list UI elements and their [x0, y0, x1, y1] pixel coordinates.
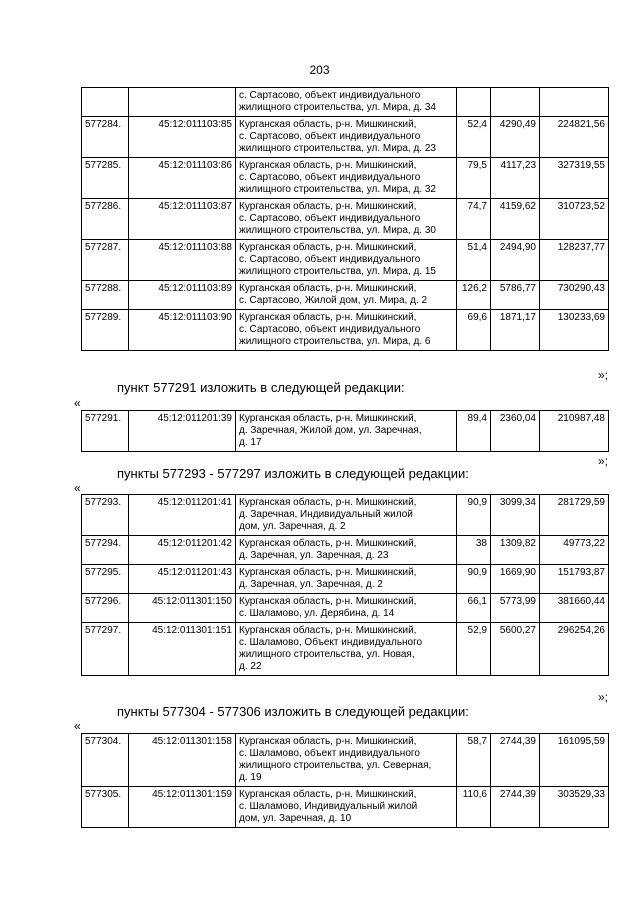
unit-price-cell: 2744,39 — [491, 734, 540, 787]
address-cell — [236, 565, 457, 594]
address-line: Курганская область, р-н. Мишкинский, — [239, 242, 417, 253]
opening-quote-mark: « — [74, 481, 81, 495]
cadastral-number-cell: 45:12:011301:159 — [129, 787, 236, 828]
page-number: 203 — [309, 63, 330, 77]
table-row — [82, 565, 609, 594]
address-cell — [236, 495, 457, 536]
address-line: д. Заречная, Жилой дом, ул. Заречная, — [239, 425, 422, 436]
address-cell — [236, 536, 457, 565]
row-number-cell: 577285. — [82, 158, 129, 199]
row-number-cell: 577288. — [82, 281, 129, 310]
table-row — [82, 117, 609, 158]
row-number-cell: 577304. — [82, 734, 129, 787]
cadastral-number-cell: 45:12:011301:150 — [129, 594, 236, 623]
address-line: Курганская область, р-н. Мишкинский, — [239, 596, 417, 607]
cadastral-cost-cell: 303529,33 — [540, 787, 609, 828]
area-cell: 38 — [457, 536, 491, 565]
address-line: д. 17 — [239, 437, 262, 448]
address-line: с. Сартасово, объект индивидуального — [239, 324, 421, 335]
address-line: дом, ул. Заречная, д. 2 — [239, 521, 346, 532]
closing-quote-mark: »; — [597, 368, 608, 382]
row-number-cell: 577305. — [82, 787, 129, 828]
cadastral-number-cell: 45:12:011301:151 — [129, 623, 236, 676]
unit-price-cell: 5773,99 — [491, 594, 540, 623]
area-cell: 90,9 — [457, 565, 491, 594]
amendment-instruction: пункты 577293 - 577297 изложить в следующей редакции: — [117, 466, 469, 481]
area-cell: 69,6 — [457, 310, 491, 351]
unit-price-cell: 2494,90 — [491, 240, 540, 281]
cadastral-cost-cell: 296254,26 — [540, 623, 609, 676]
address-line: д. Заречная, Индивидуальный жилой — [239, 509, 413, 520]
address-line: д. Заречная, ул. Заречная, д. 2 — [239, 579, 383, 590]
address-line: Курганская область, р-н. Мишкинский, — [239, 201, 417, 212]
table-row — [82, 594, 609, 623]
cadastral-number-cell: 45:12:011201:39 — [129, 411, 236, 452]
property-table-1 — [81, 87, 609, 351]
unit-price-cell: 5786,77 — [491, 281, 540, 310]
cadastral-cost-cell: 130233,69 — [540, 310, 609, 351]
table-row — [82, 536, 609, 565]
row-number-cell: 577287. — [82, 240, 129, 281]
area-cell: 110,6 — [457, 787, 491, 828]
row-number-cell: 577297. — [82, 623, 129, 676]
address-line: жилищного строительства, ул. Мира, д. 6 — [239, 336, 431, 347]
table-row — [82, 88, 609, 117]
row-number-cell: 577294. — [82, 536, 129, 565]
cadastral-cost-cell: 730290,43 — [540, 281, 609, 310]
unit-price-cell: 2744,39 — [491, 787, 540, 828]
row-number-cell: 577296. — [82, 594, 129, 623]
address-line: Курганская область, р-н. Мишкинский, — [239, 789, 417, 800]
cadastral-cost-cell: 151793,87 — [540, 565, 609, 594]
unit-price-cell: 1669,90 — [491, 565, 540, 594]
address-cell — [236, 787, 457, 828]
table-row — [82, 158, 609, 199]
area-cell: 90,9 — [457, 495, 491, 536]
address-line: Курганская область, р-н. Мишкинский, — [239, 497, 417, 508]
address-line: с. Шаламово, ул. Дерябина, д. 14 — [239, 608, 395, 619]
address-line: Курганская область, р-н. Мишкинский, — [239, 567, 417, 578]
address-line: Курганская область, р-н. Мишкинский, — [239, 160, 417, 171]
table-row — [82, 623, 609, 676]
address-line: жилищного строительства, ул. Мира, д. 15 — [239, 266, 436, 277]
row-number-cell: 577291. — [82, 411, 129, 452]
address-line: жилищного строительства, ул. Северная, — [239, 760, 432, 771]
address-line: дом, ул. Заречная, д. 10 — [239, 813, 352, 824]
address-line: жилищного строительства, ул. Мира, д. 30 — [239, 225, 436, 236]
unit-price-cell: 4117,23 — [491, 158, 540, 199]
area-cell: 58,7 — [457, 734, 491, 787]
unit-price-cell: 4290,49 — [491, 117, 540, 158]
cadastral-cost-cell: 224821,56 — [540, 117, 609, 158]
table-row — [82, 734, 609, 787]
address-cell — [236, 199, 457, 240]
address-line: с. Шаламово, Объект индивидуального — [239, 637, 423, 648]
area-cell: 52,9 — [457, 623, 491, 676]
address-cell — [236, 411, 457, 452]
address-cell — [236, 88, 457, 117]
cadastral-number-cell: 45:12:011103:90 — [129, 310, 236, 351]
address-line: с. Сартасово, объект индивидуального — [239, 90, 421, 101]
cadastral-cost-cell: 310723,52 — [540, 199, 609, 240]
address-line: д. Заречная, ул. Заречная, д. 23 — [239, 550, 389, 561]
address-line: с. Сартасово, объект индивидуального — [239, 213, 421, 224]
unit-price-cell — [491, 88, 540, 117]
amendment-instruction: пункты 577304 - 577306 изложить в следующей редакции: — [117, 704, 469, 719]
cadastral-number-cell: 45:12:011103:89 — [129, 281, 236, 310]
table-row — [82, 281, 609, 310]
cadastral-cost-cell: 281729,59 — [540, 495, 609, 536]
unit-price-cell: 5600,27 — [491, 623, 540, 676]
area-cell: 74,7 — [457, 199, 491, 240]
opening-quote-mark: « — [74, 396, 81, 410]
cadastral-number-cell: 45:12:011201:43 — [129, 565, 236, 594]
unit-price-cell: 2360,04 — [491, 411, 540, 452]
cadastral-number-cell — [129, 88, 236, 117]
property-table-2 — [81, 410, 609, 452]
address-cell — [236, 623, 457, 676]
address-line: Курганская область, р-н. Мишкинский, — [239, 283, 417, 294]
table-row — [82, 310, 609, 351]
cadastral-cost-cell: 381660,44 — [540, 594, 609, 623]
address-cell — [236, 117, 457, 158]
area-cell — [457, 88, 491, 117]
table-row — [82, 787, 609, 828]
address-line: жилищного строительства, ул. Мира, д. 32 — [239, 184, 436, 195]
area-cell: 51,4 — [457, 240, 491, 281]
row-number-cell — [82, 88, 129, 117]
property-table-3 — [81, 494, 609, 676]
cadastral-number-cell: 45:12:011103:87 — [129, 199, 236, 240]
cadastral-cost-cell: 210987,48 — [540, 411, 609, 452]
cadastral-cost-cell — [540, 88, 609, 117]
cadastral-cost-cell: 327319,55 — [540, 158, 609, 199]
table-row — [82, 199, 609, 240]
unit-price-cell: 1871,17 — [491, 310, 540, 351]
row-number-cell: 577286. — [82, 199, 129, 240]
property-table-4 — [81, 733, 609, 828]
area-cell: 66,1 — [457, 594, 491, 623]
row-number-cell: 577293. — [82, 495, 129, 536]
amendment-instruction: пункт 577291 изложить в следующей редакции: — [117, 380, 405, 395]
cadastral-cost-cell: 161095,59 — [540, 734, 609, 787]
area-cell: 79,5 — [457, 158, 491, 199]
area-cell: 89,4 — [457, 411, 491, 452]
closing-quote-mark: »; — [597, 690, 608, 704]
address-line: Курганская область, р-н. Мишкинский, — [239, 413, 417, 424]
address-cell — [236, 281, 457, 310]
address-cell — [236, 594, 457, 623]
address-line: с. Сартасово, объект индивидуального — [239, 131, 421, 142]
address-line: с. Сартасово, объект индивидуального — [239, 172, 421, 183]
address-line: с. Шаламово, Индивидуальный жилой — [239, 801, 418, 812]
address-line: Курганская область, р-н. Мишкинский, — [239, 736, 417, 747]
address-cell — [236, 734, 457, 787]
unit-price-cell: 3099,34 — [491, 495, 540, 536]
address-line: с. Сартасово, объект индивидуального — [239, 254, 421, 265]
cadastral-number-cell: 45:12:011201:41 — [129, 495, 236, 536]
cadastral-cost-cell: 128237,77 — [540, 240, 609, 281]
address-line: д. 22 — [239, 661, 262, 672]
address-line: Курганская область, р-н. Мишкинский, — [239, 538, 417, 549]
cadastral-number-cell: 45:12:011103:86 — [129, 158, 236, 199]
address-line: с. Сартасово, Жилой дом, ул. Мира, д. 2 — [239, 295, 428, 306]
cadastral-number-cell: 45:12:011103:85 — [129, 117, 236, 158]
table-row — [82, 411, 609, 452]
table-row — [82, 495, 609, 536]
address-line: жилищного строительства, ул. Мира, д. 23 — [239, 143, 436, 154]
row-number-cell: 577295. — [82, 565, 129, 594]
unit-price-cell: 1309,82 — [491, 536, 540, 565]
cadastral-number-cell: 45:12:011201:42 — [129, 536, 236, 565]
area-cell: 126,2 — [457, 281, 491, 310]
table-row — [82, 240, 609, 281]
address-line: жилищного строительства, ул. Новая, — [239, 649, 415, 660]
address-cell — [236, 310, 457, 351]
unit-price-cell: 4159,62 — [491, 199, 540, 240]
address-cell — [236, 240, 457, 281]
address-line: д. 19 — [239, 772, 262, 783]
row-number-cell: 577289. — [82, 310, 129, 351]
address-line: Курганская область, р-н. Мишкинский, — [239, 312, 417, 323]
address-line: Курганская область, р-н. Мишкинский, — [239, 119, 417, 130]
cadastral-number-cell: 45:12:011301:158 — [129, 734, 236, 787]
address-cell — [236, 158, 457, 199]
closing-quote-mark: »; — [597, 454, 608, 468]
opening-quote-mark: « — [74, 719, 81, 733]
area-cell: 52,4 — [457, 117, 491, 158]
row-number-cell: 577284. — [82, 117, 129, 158]
cadastral-number-cell: 45:12:011103:88 — [129, 240, 236, 281]
address-line: с. Шаламово, объект индивидуального — [239, 748, 420, 759]
address-line: жилищного строительства, ул. Мира, д. 34 — [239, 102, 436, 113]
cadastral-cost-cell: 49773,22 — [540, 536, 609, 565]
address-line: Курганская область, р-н. Мишкинский, — [239, 625, 417, 636]
